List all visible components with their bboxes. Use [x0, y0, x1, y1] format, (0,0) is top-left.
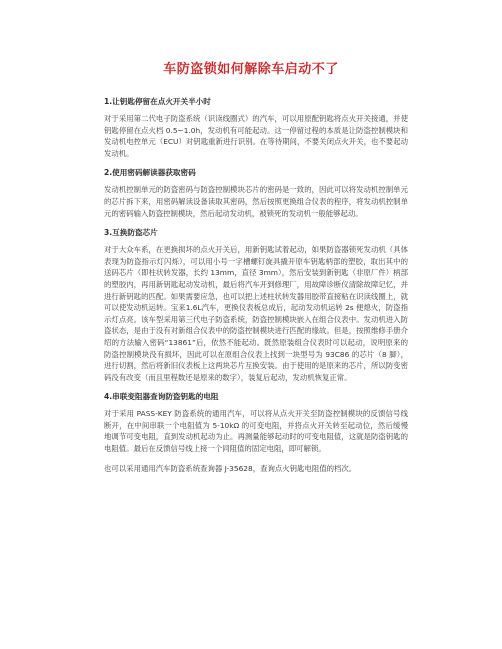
- section-4: [104, 391, 408, 454]
- closing-paragraph: 也可以采用通用汽车防盗系统查询器 J-35628，查询点火钥匙电阻值的档次。: [104, 463, 357, 473]
- section-2: [104, 167, 408, 219]
- section-heading: 3.互换防盗芯片: [104, 228, 158, 238]
- section-paragraph: 发动机控制单元的防盗密码与防盗控制模块芯片的密码是一致的，因此可以将发动机控制单元的芯片拆下来，用密码解读设备读取其密码，然后按照更换组合仪表的程序，将发动机控制单元的密码输入防盗控制模块，然后起动发动机，被锁死的发动机一般能够起动。: [104, 185, 408, 218]
- section-3: [104, 227, 408, 383]
- section-paragraph: 对于采用第二代电子防盗系统（识读线圈式）的汽车，可以用原配钥匙将点火开关接通，并使钥匙停留在点火档 0.5~1.0h，发动机有可能起动。这一停留过程的本质是让防盗控制模块和发动机电控单元（ECU）对钥匙重新进行识别。在等待期间，不要关闭点火开关，也不要起动发动机。: [104, 114, 408, 158]
- section-paragraph: 对于大众车系，在更换损坏的点火开关后，用新钥匙试着起动，如果防盗器锁死发动机（具体表现为防盗指示灯闪烁），可以用小号一字槽螺钉旋具撬开原车钥匙柄部的塑胶，取出其中的送码芯片（即柱状转发器，长约 13mm，直径 3mm），然后安装到新钥匙（非原厂件）柄部的塑胶内，再用新钥匙起动发动机，最后将汽车开到修理厂，用故障诊断仪清除故障记忆，并进行新钥匙的匹配。如果需要应急，也可以把上述柱状转发器用胶带直接粘在识读线圈上，就可以使发动机运转。宝来1.6L汽车，更换仪表板总成后，起动发动机运转 2s 便熄火，防盗指示灯点亮。该车型采用第三代电子防盗系统，防盗控制模块嵌入在组合仪表中。发动机进入防盗状态，是由于没有对新组合仪表中的防盗控制模块进行匹配的缘故。但是，按照维修手册介绍的方法输入密码“13861”后，依然不能起动。既然原装组合仪表时可以起动，说明原来的防盗控制模块没有损坏，因此可以在原组合仪表上找到一块型号为 93C86 的芯片（8 脚），进行切割，然后将新旧仪表板上这两块芯片互换安装。由于使用的是原来的芯片，所以防变密码没有改变（而且里程数还是原来的数字），装复后起动，发动机恢复正常。: [104, 245, 408, 382]
- section-heading: 4.串联变阻器查询防盗钥匙的电阻: [104, 392, 219, 402]
- section-heading: 1.让钥匙停留在点火开关半小时: [104, 97, 211, 106]
- section-heading: 2.使用密码解读器获取密码: [104, 168, 196, 178]
- section-1: [104, 96, 408, 159]
- document-body: [104, 96, 408, 474]
- section-paragraph: 对于采用 PASS-KEY 防盗系统的通用汽车，可以将从点火开关至防盗控制模块的反馈信号线断开，在中间串联一个电阻值为 5-10kΩ 的可变电阻，并将点火开关转至起动位，然后缓慢地调节可变电阻，直到发动机起动为止。再测量能够起动时的可变电阻值，这就是防盗钥匙的电阻值。最后在反馈信号线上接一个同阻值的固定电阻，即可解锁。: [104, 409, 408, 454]
- document-title: 车防盗锁如何解除车启动不了: [163, 62, 339, 77]
